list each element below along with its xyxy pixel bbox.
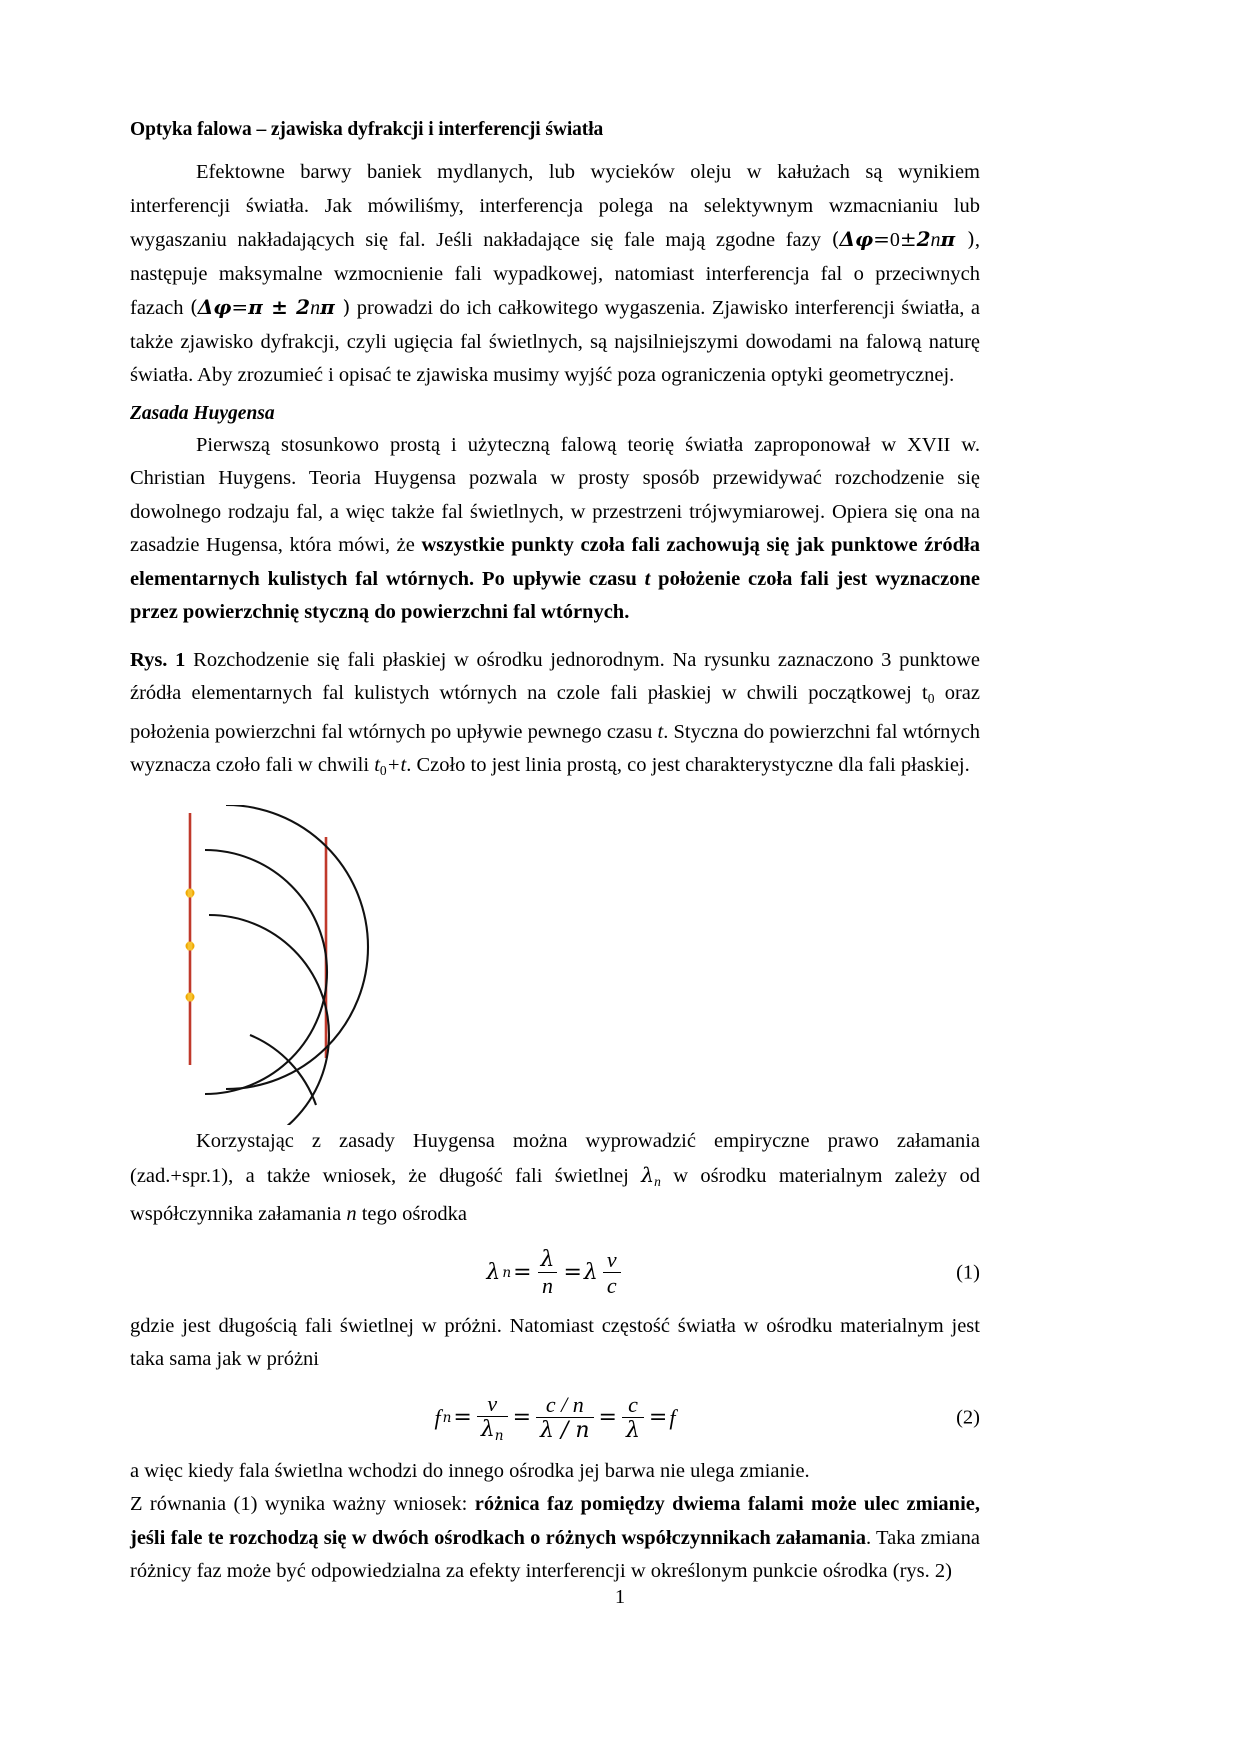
- phase-destructive-formula: (Δφ=π ± 2nπ ): [189, 295, 351, 320]
- figure-canvas: [130, 805, 530, 1125]
- huygens-bold-b: położenie czoła fali jest wyznaczone przez powierzchnię styczną do powierzchni fal wtórnych.: [130, 567, 980, 624]
- equation-2-row: [130, 1387, 980, 1449]
- after-eq2-bold: różnica faz pomiędzy dwiema falami może ulec zmianie, jeśli fale te rozchodzą się w dwóch ośrodkach o różnych współczynnikach załamania: [130, 1493, 980, 1549]
- equation-1: [486, 1248, 623, 1297]
- figure-caption-t0: t: [374, 754, 380, 777]
- eq2-lhs: f: [434, 1404, 441, 1430]
- eq2-equals-1: =: [453, 1405, 472, 1431]
- after-eq2-tail: . Taka zmiana różnicy faz może być odpowiedzialna za efekty interferencji w określonym punkcie ośrodka (rys. 2): [130, 1526, 980, 1583]
- eq2-frac1-numerator: v: [487, 1390, 498, 1416]
- document-page: [130, 118, 980, 1638]
- eq2-frac2-numerator: c / n: [545, 1392, 584, 1418]
- lambda-n-subscript: n: [654, 1173, 661, 1189]
- eq1-lhs: λ: [486, 1260, 501, 1286]
- eq2-frac2-denominator: λ / n: [536, 1417, 594, 1442]
- eq2-frac3-denominator: λ: [622, 1417, 644, 1442]
- after-fig-a: Korzystając z zasady Huygensa można wyprowadzić empiryczne prawo załamania (zad.+spr.1), a także wniosek, że długość fali świetlnej: [130, 1130, 980, 1187]
- equation-1-row: [130, 1242, 980, 1304]
- source-marker-3: [186, 993, 195, 1002]
- source-marker-2: [186, 942, 195, 951]
- huygens-text-a: Pierwszą stosunkowo prostą i użyteczną falową teorię światła zaproponował w XVII w. Christian Huygens. Teoria Huygensa pozwala w prosty sposób przewidywać rozchodzenie się dowolnego rodzaju fal, a więc także fal świetlnych, w przestrzeni trójwymiarowej. Opiera się ona na zasadzie Hugensa, która mówi, że: [130, 433, 980, 557]
- eq2-fraction-1: [477, 1392, 508, 1443]
- figure-caption-plus-t: +t: [386, 754, 407, 777]
- after-eq2-lead: Z równania (1) wynika ważny wniosek:: [130, 1493, 475, 1516]
- wavelet-arc-1: [226, 805, 368, 1089]
- paragraph-after-eq2-a: a więc kiedy fala świetlna wchodzi do innego ośrodka jej barwa nie ulega zmianie.: [130, 1459, 810, 1482]
- eq1-lambda-2: λ: [583, 1260, 598, 1286]
- equation-2-number: (2): [956, 1406, 980, 1429]
- figure-label: Rys. 1: [130, 648, 186, 671]
- huygens-bold-t: t: [644, 567, 651, 590]
- eq1-frac2-numerator: v: [606, 1247, 617, 1273]
- eq1-frac1-denominator: n: [538, 1272, 557, 1297]
- eq2-rhs: f: [669, 1404, 676, 1430]
- eq2-fraction-2: [536, 1393, 594, 1442]
- eq1-lhs-sub: n: [502, 1264, 512, 1281]
- eq2-frac1-den-var: λ: [480, 1417, 495, 1443]
- huygens-plane-wave-figure: [130, 805, 980, 1125]
- huygens-bold-a: wszystkie punkty czoła fali zachowują się jak punktowe źródła elementarnych kulistych fal wtórnych. Po upływie czasu: [130, 534, 980, 590]
- paragraph-after-figure: [130, 1125, 980, 1231]
- eq1-frac2-denominator: c: [603, 1272, 621, 1297]
- intro-text-a: Efektowne barwy baniek mydlanych, lub wycieków oleju w kałużach są wynikiem interferencji światła. Jak mówiliśmy, interferencja polega na selektywnym wzmacnianiu lub wygaszaniu nakładających się fal. Jeśli nakładające się fale mają zgodne fazy: [130, 161, 980, 252]
- eq2-equals-2: =: [512, 1405, 532, 1431]
- figure-caption-sub-0: 0: [927, 691, 935, 707]
- eq1-fraction-1: [537, 1248, 559, 1297]
- intro-text-b: , następuje maksymalne wzmocnienie fali wypadkowej, natomiast interferencja fal o przeciwnych fazach: [130, 229, 980, 320]
- figure-caption-sub-0b: 0: [379, 762, 387, 778]
- eq1-equals-2: =: [563, 1260, 582, 1286]
- figure-caption: [130, 644, 980, 788]
- wavelet-arc-4: [250, 1035, 316, 1105]
- eq2-frac1-denominator: [477, 1416, 508, 1443]
- paragraph-after-eq2-b: [130, 1488, 980, 1589]
- source-marker-1: [186, 889, 195, 898]
- eq2-frac1-den-sub: n: [494, 1428, 504, 1445]
- figure-caption-c: . Styczna do powierzchni fal wtórnych wyznacza czoło fali w chwili: [130, 720, 980, 777]
- phase-constructive-formula: (Δφ=0±2nπ ): [831, 227, 975, 252]
- section-heading-zasada-huygensa: Zasada Huygensa: [130, 402, 275, 424]
- eq2-equals-4: =: [648, 1405, 668, 1431]
- equation-1-number: (1): [956, 1261, 980, 1284]
- after-fig-b: w ośrodku materialnym zależy od współczynnika załamania: [130, 1164, 980, 1226]
- eq2-lhs-sub: n: [442, 1409, 452, 1426]
- eq2-frac3-numerator: c: [628, 1392, 638, 1418]
- wavelet-arc-group: [205, 805, 368, 1125]
- eq1-frac1-numerator: λ: [540, 1247, 555, 1273]
- page-number: 1: [614, 1586, 626, 1608]
- after-fig-c: tego ośrodka: [356, 1203, 468, 1226]
- figure-caption-b: oraz położenia powierzchni fal wtórnych po upływie pewnego czasu: [130, 682, 980, 743]
- refractive-index-n: n: [346, 1203, 357, 1226]
- figure-caption-t: t: [657, 720, 664, 743]
- eq1-equals-1: =: [513, 1260, 532, 1286]
- lambda-n-symbol: λ: [641, 1162, 655, 1187]
- figure-caption-a: Rozchodzenie się fali płaskiej w ośrodku jednorodnym. Na rysunku zaznaczono 3 punktowe źródła elementarnych fal kulistych wtórnych na czole fali płaskiej w chwili początkowej t: [130, 648, 981, 705]
- equation-2: [435, 1392, 676, 1443]
- wavelet-arc-2: [205, 850, 327, 1094]
- eq2-equals-3: =: [598, 1405, 617, 1431]
- intro-text-c: prowadzi do ich całkowitego wygaszenia. Zjawisko interferencji światła, a także zjawisko dyfrakcji, czyli ugięcia fal świetlnych, są najsilniejszymi dowodami na falową naturę światła. Aby zrozumieć i opisać te zjawiska musimy wyjść poza ograniczenia optyki geometrycznej.: [130, 297, 981, 387]
- eq1-fraction-2: [603, 1248, 621, 1297]
- paragraph-between-equations: gdzie jest długością fali świetlnej w próżni. Natomiast częstość światła w ośrodku materialnym jest taka sama jak w próżni: [130, 1314, 980, 1371]
- paragraph-huygens: [130, 429, 980, 630]
- paragraph-intro: [130, 156, 980, 393]
- eq2-fraction-3: [622, 1393, 644, 1442]
- figure-caption-d: . Czoło to jest linia prostą, co jest charakterystyczne dla fali płaskiej.: [406, 754, 970, 777]
- page-title: Optyka falowa – zjawiska dyfrakcji i interferencji światła: [130, 119, 604, 140]
